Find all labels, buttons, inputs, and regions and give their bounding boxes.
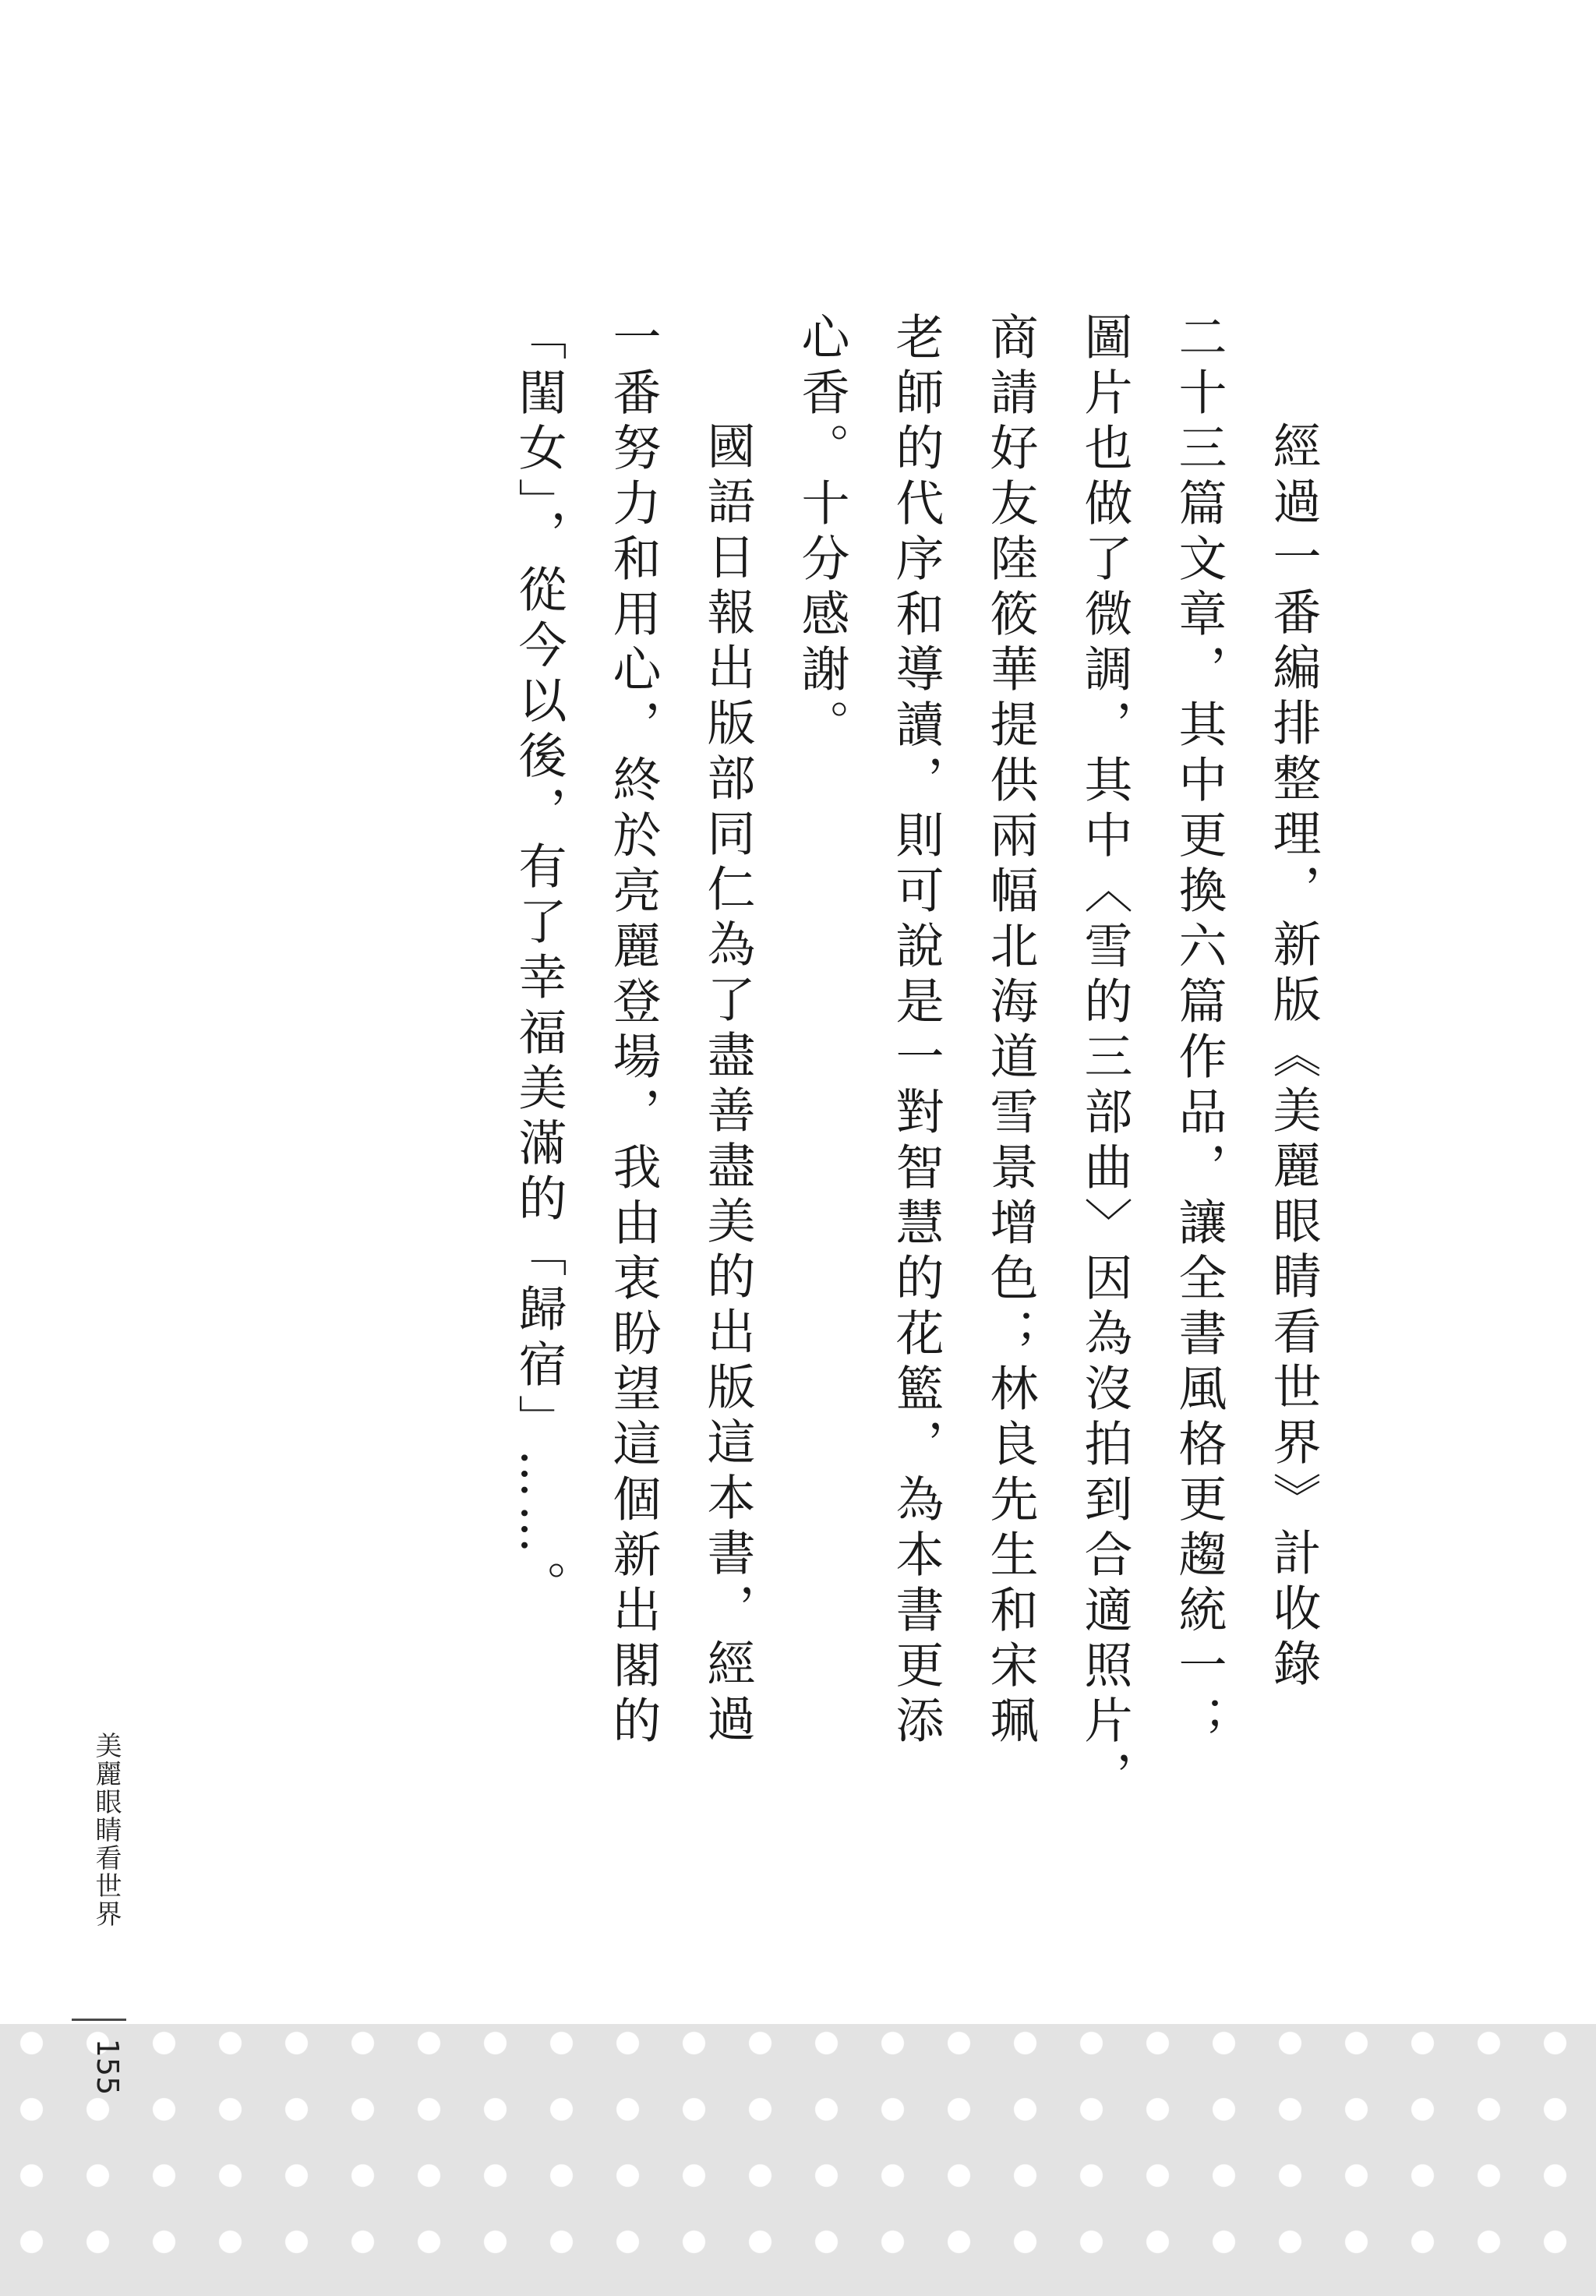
page-number: 155 bbox=[90, 2038, 125, 2096]
text-column: 經過一番編排整理，新版《美麗眼睛看世界》計收錄 bbox=[1265, 421, 1322, 1694]
text-column: 二十三篇文章，其中更換六篇作品，讓全書風格更趨統一； bbox=[1171, 312, 1227, 1750]
body-text bbox=[468, 312, 1340, 1806]
text-column: 老師的代序和導讀，則可說是一對智慧的花籃，為本書更添 bbox=[888, 312, 945, 1750]
running-head: 美麗眼睛看世界 bbox=[90, 1732, 122, 1928]
dotted-footer-band bbox=[0, 2024, 1596, 2296]
running-head-rule bbox=[72, 2019, 126, 2021]
text-column: 心香。十分感謝。 bbox=[793, 312, 850, 754]
text-column: 一番努力和用心，終於亮麗登場，我由衷盼望這個新出閣的 bbox=[605, 312, 662, 1750]
text-column: 商請好友陸筱華提供兩幅北海道雪景增色；林良先生和宋珮 bbox=[982, 312, 1039, 1750]
text-column: 「閨女」，從今以後，有了幸福美滿的「歸宿」……。 bbox=[510, 312, 567, 1616]
text-column: 圖片也做了微調，其中〈雪的三部曲〉因為沒拍到合適照片， bbox=[1076, 312, 1133, 1806]
text-column: 國語日報出版部同仁為了盡善盡美的出版這本書，經過 bbox=[699, 421, 756, 1749]
